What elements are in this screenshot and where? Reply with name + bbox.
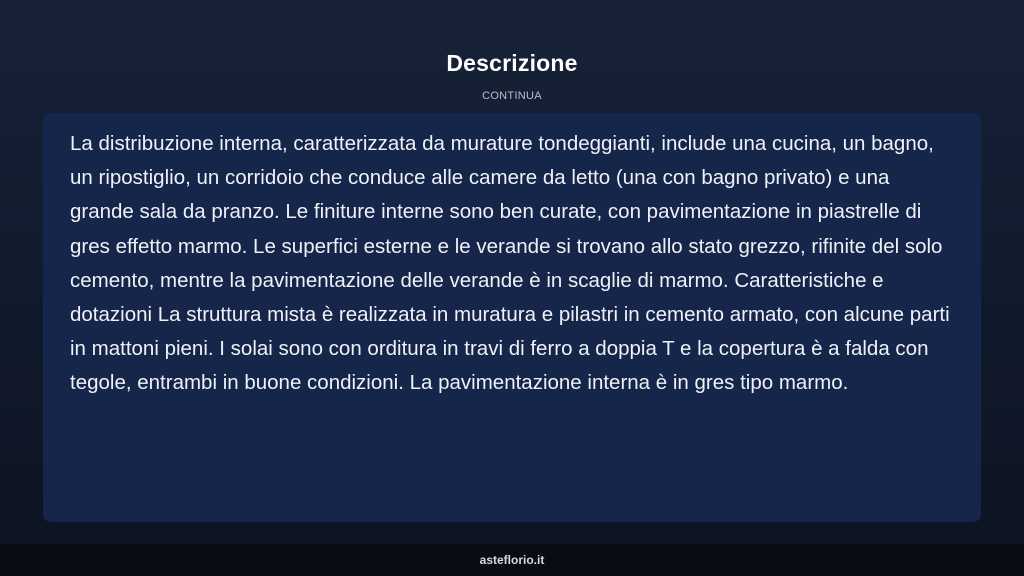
footer-bar — [0, 544, 1024, 576]
page-title: Descrizione — [446, 50, 578, 76]
description-card — [43, 113, 981, 522]
continue-label: CONTINUA — [482, 90, 542, 102]
description-text: La distribuzione interna, caratterizzata da murature tondeggianti, include una cucina, un bagno, un ripostiglio, un corridoio che conduce alle camere da letto (una con bagno privato) e una grande sala da pranzo. Le finiture interne sono ben curate, con pavimentazione in piastrelle di gres effetto marmo. Le superfici esterne e le verande si trovano allo stato grezzo, rifinite del solo cemento, mentre la pavimentazione delle verande è in scaglie di marmo. Caratteristiche e dotazioni La struttura mista è realizzata in muratura e pilastri in cemento armato, con alcune parti in mattoni pieni. I solai sono con orditura in travi di ferro a doppia T e la copertura è a falda con tegole, entrambi in buone condizioni. La pavimentazione interna è in gres tipo marmo. — [70, 132, 950, 395]
site-name: asteflorio.it — [479, 553, 545, 567]
